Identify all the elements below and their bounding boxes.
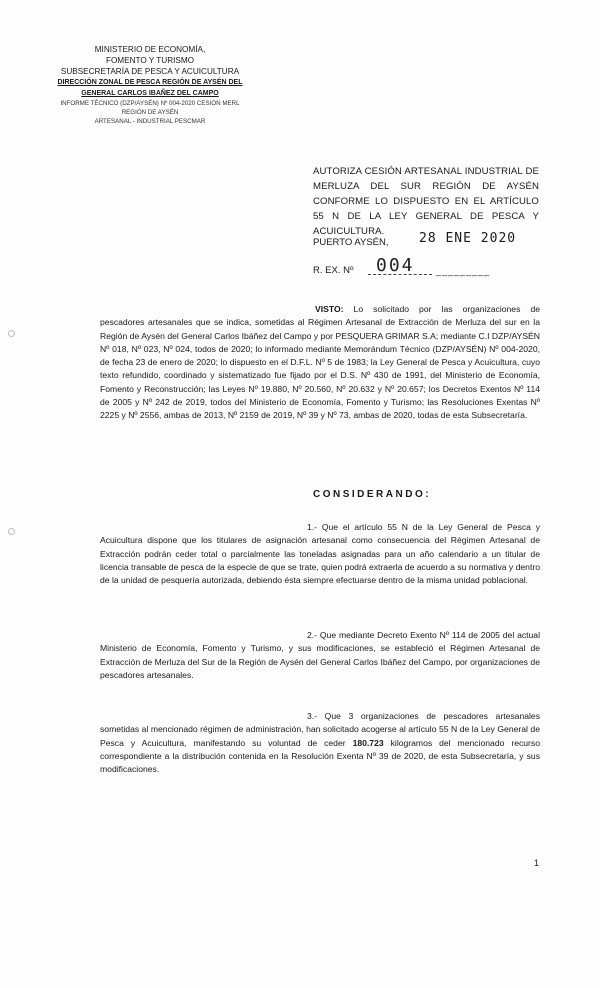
header-line: REGIÓN DE AYSÉN — [121, 109, 179, 116]
considerando-3 — [100, 710, 540, 776]
c3-text-b: kilogramos del mencionado recurso correspondiente a la distribución contenida en la Resolución Exenta Nº 39 de 2020, de esta Subsecretaría, y sus modificaciones. — [100, 737, 540, 775]
rex-tail: _________ — [436, 266, 491, 276]
considerando-2: 2.- Que mediante Decreto Exento Nº 114 de 2005 del actual Ministerio de Economía, Fomento y Turismo, y sus modificaciones, se estableció el Régimen Artesanal de Extracción de Merluza del Sur de la Región de Aysén del General Carlos Ibáñez del Campo, por organizaciones de pescadores artesanales. — [100, 630, 540, 680]
rex-label: R. EX. Nº — [313, 265, 354, 276]
place: PUERTO AYSÉN, — [313, 237, 389, 248]
visto-text: Lo solicitado por las organizaciones de pescadores artesanales que se indica, sometidas al Régimen Artesanal de Extracción de Merluza del sur en la Región de Aysén del General Carlos Ibáñez del Campo y por PESQUERA GRIMAR S.A; mediante C.I DZP/AYSÉN Nº 018, Nº 023, Nº 024, todos de 2020; lo informado mediante Memorándum Técnico (DZP/AYSÉN) Nº 004-2020, de fecha 23 de enero de 2020; lo dispuesto en el D.F.L. Nº 5 de 1983; la Ley General de Pesca y Acuicultura, cuyo texto refundido, coordinado y sistematizado fue fijado por el D.S. Nº 430 de 1991, del Ministerio de Economía, Fomento y Reconstrucción; las Leyes Nº 19.880, Nº 20.560, Nº 20.632 y Nº 20.657; los Decretos Exentos Nº 114 de 2005 y Nº 242 de 2019, todos del Ministerio de Economía, Fomento y Turismo; las Resoluciones Exentas Nº 2225 y Nº 2556, ambas de 2013, Nº 2159 de 2019, Nº 39 y Nº 73, ambas de 2020, todas de esta Subsecretaría. — [100, 304, 540, 421]
c3-text-a: 3.- Que 3 organizaciones de pescadores artesanales sometidas al mencionado régimen de administración, han solicitado acogerse al artículo 55 N de la Ley General de Pesca y Acuicultura, manifestando su voluntad de ceder — [100, 711, 540, 748]
rex-underline — [368, 274, 432, 275]
c3-amount: 180.723 — [352, 737, 384, 748]
header-line: SUBSECRETARÍA DE PESCA Y ACUICULTURA — [60, 67, 240, 76]
visto-paragraph — [100, 303, 540, 423]
header-line: FOMENTO Y TURISMO — [105, 56, 195, 65]
header-line: GENERAL CARLOS IBAÑEZ DEL CAMPO — [81, 90, 219, 97]
margin-dot — [8, 528, 15, 535]
date-stamp: 28 ENE 2020 — [419, 231, 517, 246]
header-line: MINISTERIO DE ECONOMÍA, — [94, 45, 206, 54]
header-line: DIRECCIÓN ZONAL DE PESCA REGIÓN DE AYSÉN DEL — [57, 79, 243, 86]
considerando-heading: CONSIDERANDO: — [313, 489, 432, 500]
ministry-header — [50, 44, 250, 126]
header-line: INFORME TÉCNICO (DZP/AYSÉN) Nº 004-2020 CESION MERL — [60, 100, 240, 107]
page-number: 1 — [534, 858, 540, 868]
resolution-title: AUTORIZA CESIÓN ARTESANAL INDUSTRIAL DE MERLUZA DEL SUR REGIÓN DE AYSÉN CONFORME LO DISPUESTO EN EL ARTÍCULO 55 N DE LA LEY GENERAL DE PESCA Y ACUICULTURA. — [313, 166, 539, 237]
considerando-1: 1.- Que el artículo 55 N de la Ley General de Pesca y Acuicultura dispone que los titulares de asignación artesanal como consecuencia del Régimen Artesanal de Extracción podrán ceder total o parcialmente las toneladas asignadas para un año calendario a un titular de licencia transable de pesca de la especie de que se trate, quien podrá extraerla de acuerdo a su normativa y dentro de la unidad de pesquería autorizada, debiendo ésta siempre efectuarse dentro de la misma unidad poblacional. — [100, 522, 540, 586]
visto-label: VISTO: — [315, 304, 344, 314]
margin-dot — [8, 330, 15, 337]
header-line: ARTESANAL - INDUSTRIAL PESCMAR — [94, 118, 206, 125]
rex-number: 004 — [376, 255, 415, 276]
